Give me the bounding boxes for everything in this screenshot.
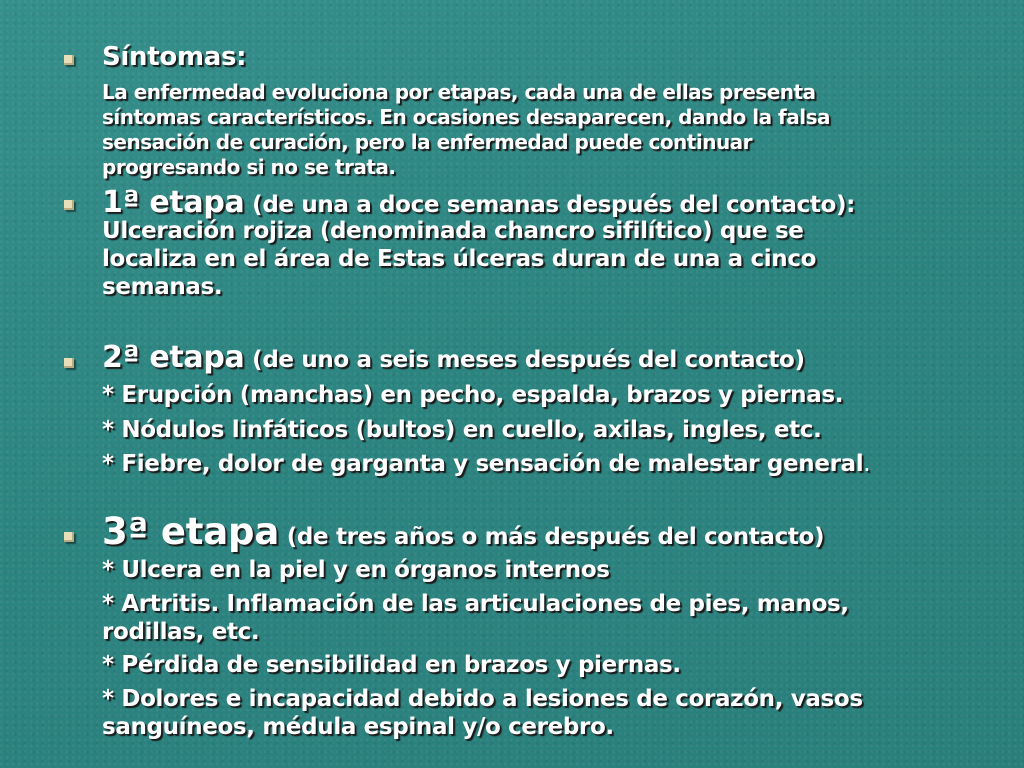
sintomas-body-line: síntomas característicos. En ocasiones desaparecen, dando la falsa xyxy=(102,105,830,129)
etapa2-title: 2ª etapa xyxy=(102,340,245,375)
etapa2-trailing-period: . xyxy=(863,451,871,477)
etapa3-line: * Ulcera en la piel y en órganos internos xyxy=(102,557,610,583)
etapa1-line: Ulceración rojiza (denominada chancro sifilítico) que se xyxy=(102,218,804,244)
etapa1-title: 1ª etapa xyxy=(102,185,245,220)
etapa2-line: * Nódulos linfáticos (bultos) en cuello, axilas, ingles, etc. xyxy=(102,417,822,443)
etapa2-subtitle: (de uno a seis meses después del contacto) xyxy=(244,347,805,373)
etapa3-line: * Artritis. Inflamación de las articulaciones de pies, manos, xyxy=(102,591,849,617)
etapa1-line: localiza en el área de Estas úlceras duran de una a cinco xyxy=(102,246,817,272)
etapa3-subtitle: (de tres años o más después del contacto) xyxy=(279,524,825,550)
etapa3-line: sanguíneos, médula espinal y/o cerebro. xyxy=(102,714,614,740)
etapa1-line: semanas. xyxy=(102,274,223,300)
etapa2-line-last xyxy=(102,451,870,477)
etapa1-subtitle: (de una a doce semanas después del contacto): xyxy=(244,192,855,218)
etapa2-header xyxy=(102,340,805,375)
sintomas-heading: Síntomas: xyxy=(102,42,247,72)
bullet-square-icon xyxy=(64,358,74,368)
etapa3-line: * Dolores e incapacidad debido a lesiones de corazón, vasos xyxy=(102,686,863,712)
etapa3-title: 3ª etapa xyxy=(102,510,280,553)
sintomas-body-line: La enfermedad evoluciona por etapas, cada una de ellas presenta xyxy=(102,80,816,104)
sintomas-body-line: progresando si no se trata. xyxy=(102,155,396,179)
etapa3-line: rodillas, etc. xyxy=(102,619,260,645)
sintomas-body-line: sensación de curación, pero la enfermedad puede continuar xyxy=(102,130,753,154)
etapa2-line-text: * Fiebre, dolor de garganta y sensación de malestar general xyxy=(102,451,864,477)
etapa2-line: * Erupción (manchas) en pecho, espalda, brazos y piernas. xyxy=(102,382,844,408)
bullet-square-icon xyxy=(64,200,74,210)
bullet-square-icon xyxy=(64,55,74,65)
bullet-square-icon xyxy=(64,532,74,542)
etapa3-header xyxy=(102,510,824,553)
etapa3-line: * Pérdida de sensibilidad en brazos y piernas. xyxy=(102,652,681,678)
etapa1-header xyxy=(102,185,855,220)
